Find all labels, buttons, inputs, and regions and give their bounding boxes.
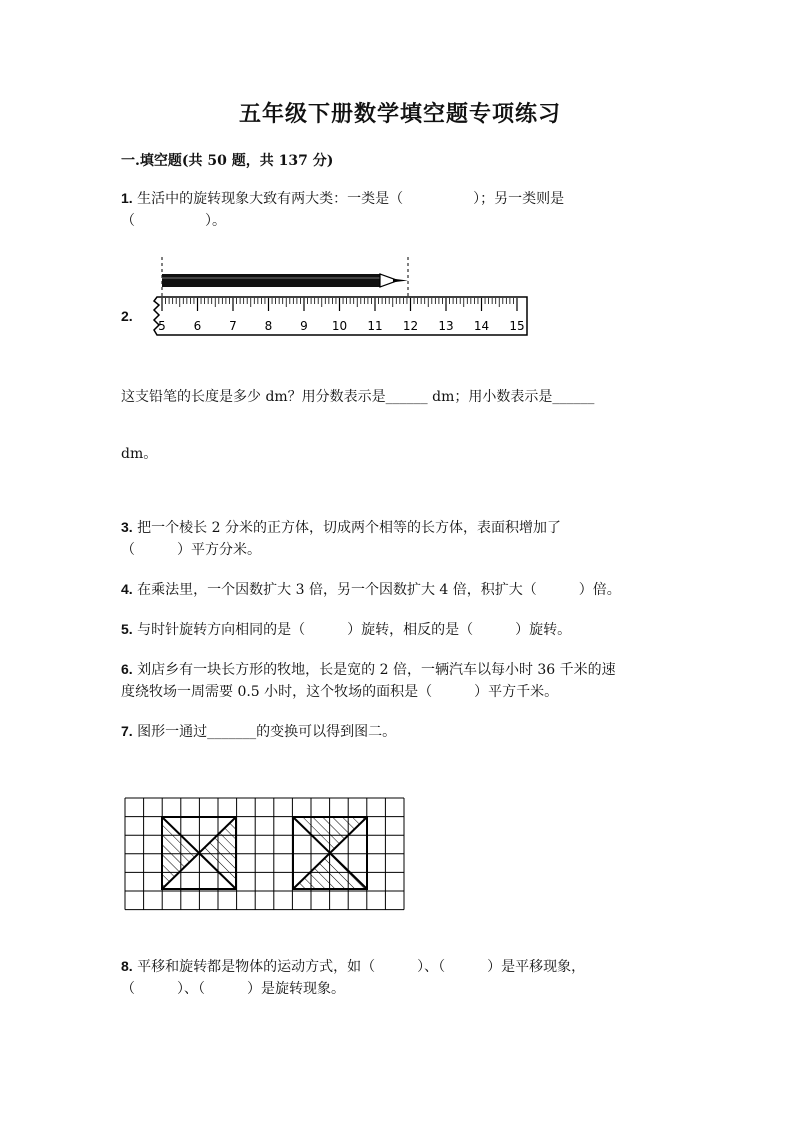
question-6	[121, 658, 616, 703]
question-2-number	[121, 305, 133, 328]
question-text-line: 平移和旋转都是物体的运动方式，如（ ）、（ ）是平移现象，	[137, 959, 586, 975]
ruler-tick-label: 15	[509, 319, 525, 333]
question-2-text-line2: dm。	[121, 446, 158, 462]
question-text-line: （ ）。	[121, 213, 226, 229]
ruler-tick-label: 10	[331, 319, 348, 333]
question-number: 5.	[121, 621, 133, 637]
question-text-line: 刘店乡有一块长方形的牧地，长是宽的 2 倍，一辆汽车以每小时 36 千米的速	[137, 662, 616, 678]
question-number: 4.	[121, 581, 133, 597]
ruler-tick-label: 12	[402, 319, 419, 333]
question-4	[121, 578, 621, 601]
question-text-line: 图形一通过_______的变换可以得到图二。	[137, 724, 397, 740]
question-number: 2.	[121, 308, 133, 324]
ruler-tick-label: 8	[264, 319, 273, 333]
question-5	[121, 618, 571, 641]
question-number: 7.	[121, 723, 133, 739]
pencil-ruler-figure	[145, 255, 535, 340]
question-number: 8.	[121, 958, 133, 974]
question-text-line: 度绕牧场一周需要 0.5 小时，这个牧场的面积是（ ）平方千米。	[121, 684, 559, 700]
ruler-tick-label: 5	[158, 319, 166, 333]
ruler-tick-label: 14	[473, 319, 490, 333]
page-title: 五年级下册数学填空题专项练习	[238, 101, 561, 127]
pencil-icon	[162, 274, 408, 287]
ruler-tick-label: 6	[193, 319, 202, 333]
ruler-tick-label: 9	[300, 319, 308, 333]
question-number: 3.	[121, 519, 133, 535]
section-heading: 一.填空题(共 50 题，共 137 分)	[121, 153, 334, 169]
question-text-line: 在乘法里，一个因数扩大 3 倍，另一个因数扩大 4 倍，积扩大（ ）倍。	[137, 582, 621, 598]
grid-transformation-figure	[124, 797, 406, 911]
question-text-line: （ ）、（ ）是旋转现象。	[121, 981, 345, 997]
question-2-text-line1: 这支铅笔的长度是多少 dm？用分数表示是______ dm；用小数表示是______	[121, 389, 595, 405]
question-number: 6.	[121, 661, 133, 677]
ruler-tick-label: 11	[367, 319, 383, 333]
ruler-icon	[154, 297, 527, 335]
question-text-line: 与时针旋转方向相同的是（ ）旋转，相反的是（ ）旋转。	[137, 622, 572, 638]
question-number: 1.	[121, 190, 133, 206]
ruler-tick-label: 7	[229, 319, 237, 333]
question-text-line: 生活中的旋转现象大致有两大类：一类是（ ）；另一类则是	[137, 191, 565, 207]
question-1	[121, 187, 564, 232]
question-text-line: （ ）平方分米。	[121, 542, 261, 558]
question-3	[121, 516, 561, 561]
ruler-tick-label: 13	[438, 319, 454, 333]
figure-two-shape	[293, 817, 367, 889]
question-text-line: 把一个棱长 2 分米的正方体，切成两个相等的长方体，表面积增加了	[137, 520, 561, 536]
question-8	[121, 955, 585, 1000]
question-7	[121, 720, 396, 743]
